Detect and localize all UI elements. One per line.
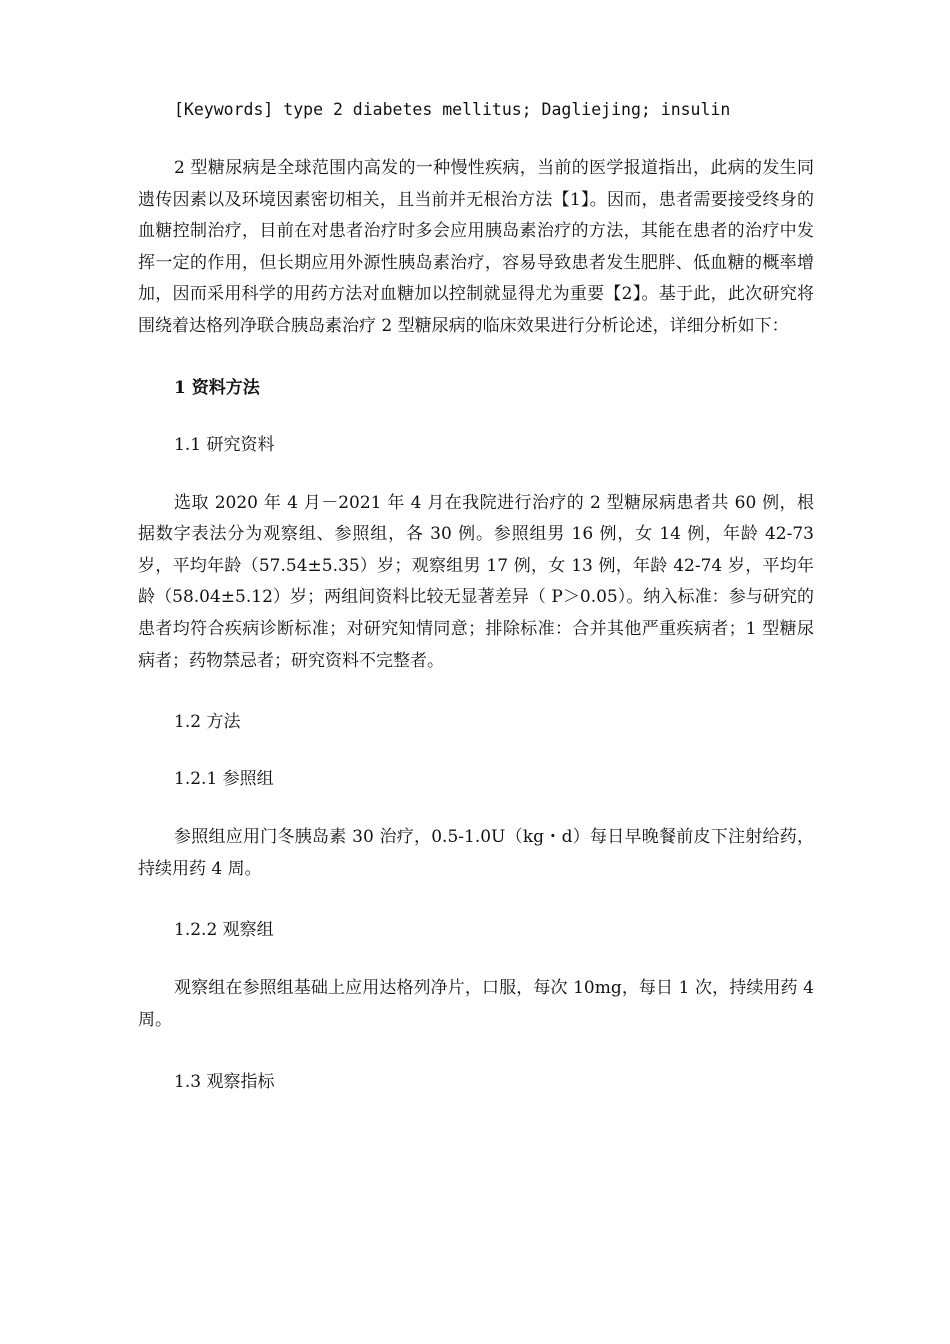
section-1-2-1-paragraph: 参照组应用门冬胰岛素 30 治疗，0.5-1.0U（kg・d）每日早晚餐前皮下注射给药，持续用药 4 周。 xyxy=(138,827,814,879)
document-page xyxy=(138,96,814,1125)
section-1-3-heading: 1.3 观察指标 xyxy=(174,1071,275,1092)
intro-paragraph: 2 型糖尿病是全球范围内高发的一种慢性疾病，当前的医学报道指出，此病的发生同遗传因素以及环境因素密切相关，且当前并无根治方法【1】。因而，患者需要接受终身的血糖控制治疗，目前在对患者治疗时多会应用胰岛素治疗的方法，其能在患者的治疗中发挥一定的作用，但长期应用外源性胰岛素治疗，容易导致患者发生肥胖、低血糖的概率增加，因而采用科学的用药方法对血糖加以控制就显得尤为重要【2】。基于此，此次研究将围绕着达格列净联合胰岛素治疗 2 型糖尿病的临床效果进行分析论述，详细分析如下： xyxy=(138,158,814,336)
section-1-2-2-heading: 1.2.2 观察组 xyxy=(174,920,274,941)
section-1-1-heading: 1.1 研究资料 xyxy=(174,434,275,455)
section-1-heading: 1 资料方法 xyxy=(174,377,260,398)
keywords-line: [Keywords] type 2 diabetes mellitus; Dagliejing; insulin xyxy=(174,100,731,119)
section-1-2-1-heading: 1.2.1 参照组 xyxy=(174,769,274,790)
section-1-2-2-paragraph: 观察组在参照组基础上应用达格列净片，口服，每次 10mg，每日 1 次，持续用药 4 周。 xyxy=(138,978,814,1030)
section-1-1-paragraph: 选取 2020 年 4 月－2021 年 4 月在我院进行治疗的 2 型糖尿病患者共 60 例，根据数字表法分为观察组、参照组，各 30 例。参照组男 16 例，女 14 例，年龄 42-73 岁，平均年龄（57.54±5.35）岁；观察组男 17 例，女 13 例，年龄 42-74 岁，平均年龄（58.04±5.12）岁；两组间资料比较无显著差异（ P＞0.05）。纳入标准：参与研究的患者均符合疾病诊断标准；对研究知情同意；排除标准：合并其他严重疾病者；1 型糖尿病者；药物禁忌者；研究资料不完整者。 xyxy=(138,492,814,671)
section-1-2-heading: 1.2 方法 xyxy=(174,712,241,733)
